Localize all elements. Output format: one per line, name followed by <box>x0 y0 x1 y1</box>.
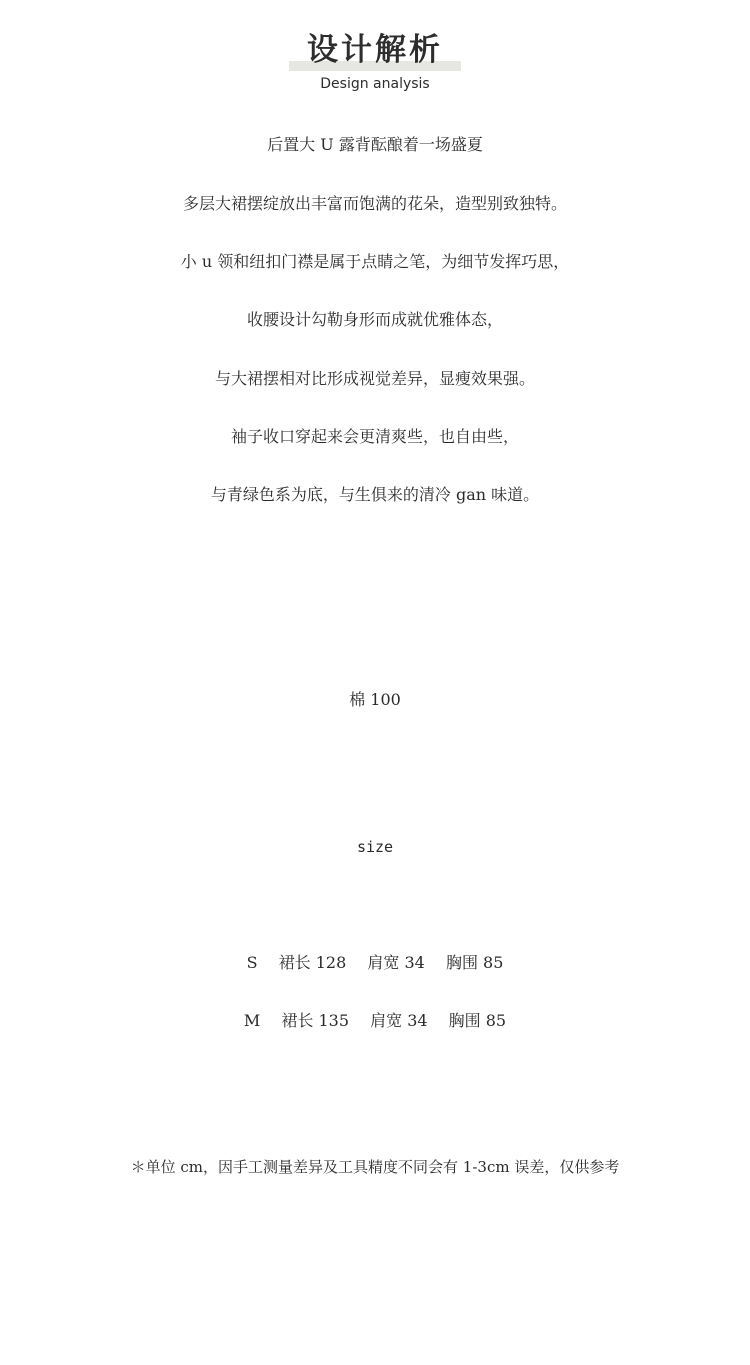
title-block <box>289 28 461 72</box>
section-title: 设计解析 <box>307 32 443 68</box>
description-line-4: 收腰设计勾勒身形而成就优雅体态， <box>246 310 503 329</box>
size-shoulder: 肩宽 34 <box>367 953 425 972</box>
measurement-note: ＊单位 cm，因手工测量差异及工具精度不同会有 1-3cm 误差，仅供参考 <box>130 1158 620 1176</box>
section-subtitle: Design analysis <box>320 76 430 92</box>
size-heading: size <box>356 838 394 856</box>
size-name: S <box>246 953 258 972</box>
section-header <box>0 28 750 93</box>
size-row-s <box>0 952 750 974</box>
material-composition: 棉 100 <box>349 690 401 709</box>
size-row-m <box>0 1010 750 1032</box>
size-shoulder: 肩宽 34 <box>370 1011 428 1030</box>
size-bust: 胸围 85 <box>445 953 504 972</box>
description-line-1: 后置大 U 露背酝酿着一场盛夏 <box>267 135 483 154</box>
description-line-2: 多层大裙摆绽放出丰富而饱满的花朵，造型别致独特。 <box>182 194 567 213</box>
description-line-7: 与青绿色系为底，与生俱来的清冷 gan 味道。 <box>210 485 540 504</box>
size-length: 裙长 128 <box>278 953 347 972</box>
size-length: 裙长 135 <box>281 1011 350 1030</box>
size-bust: 胸围 85 <box>448 1011 507 1030</box>
description-line-3: 小 u 领和纽扣门襟是属于点睛之笔，为细节发挥巧思， <box>180 252 570 271</box>
description-line-5: 与大裙摆相对比形成视觉差异，显瘦效果强。 <box>214 369 535 388</box>
description-line-6: 袖子收口穿起来会更清爽些，也自由些， <box>230 427 519 446</box>
size-name: M <box>243 1011 261 1030</box>
